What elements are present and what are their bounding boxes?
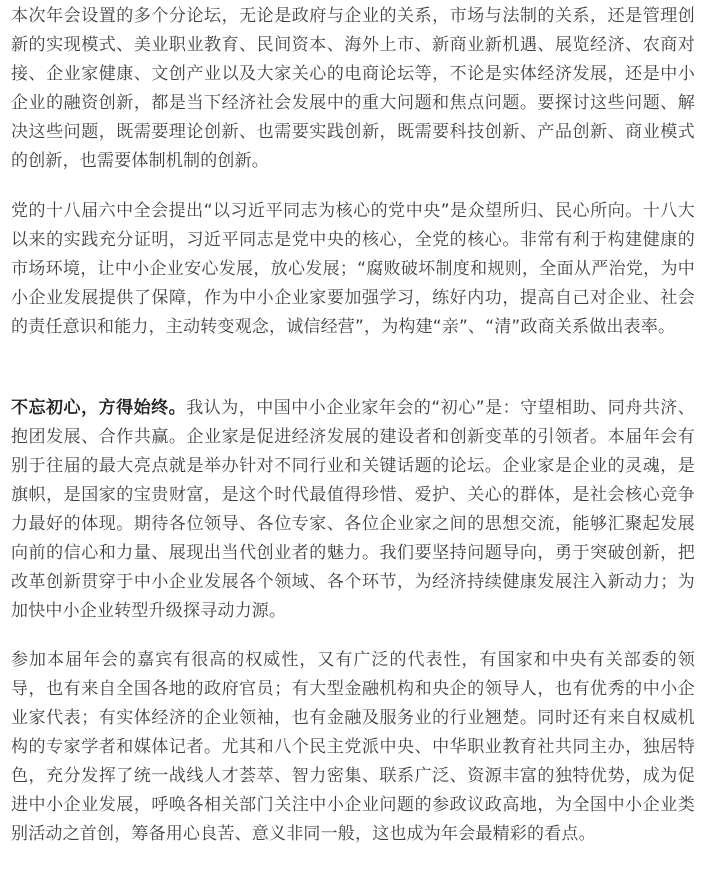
paragraph-original-intention [11,394,695,626]
paragraph-forums [11,2,695,176]
paragraph-text: 我认为，中国中小企业家年会的“初心”是：守望相助、同舟共济、抱团发展、合作共赢。企业家是促进经济发展的建设者和创新变革的引领者。本届年会有别于往届的最大亮点就是举办针对不同行业和关键话题的论坛。企业家是企业的灵魂，是旗帜，是国家的宝贵财富，是这个时代最值得珍惜、爱护、关心的群体，是社会核心竞争力最好的体现。期待各位领导、各位专家、各位企业家之间的思想交流，能够汇聚起发展向前的信心和力量、展现出当代创业者的魅力。我们要坚持问题导向，勇于突破创新，把改革创新贯穿于中小企业发展各个领域、各个环节，为经济持续健康发展注入新动力；为加快中小企业转型升级探寻动力源。 [11,398,696,621]
paragraph-text: 党的十八届六中全会提出“以习近平同志为核心的党中央”是众望所归、民心所向。十八大以来的实践充分证明，习近平同志是党中央的核心，全党的核心。非常有利于构建健康的市场环境，让中小企业安心发展，放心发展；“腐败破坏制度和规则，全面从严治党，为中小企业发展提供了保障，作为中小企业家要加强学习，练好内功，提高自己对企业、社会的责任意识和能力，主动转变观念，诚信经营”，为构建“亲”、“清”政商关系做出表率。 [11,201,695,337]
paragraph-lead-bold: 不忘初心，方得始终。 [11,398,187,418]
paragraph-text: 参加本届年会的嘉宾有很高的权威性，又有广泛的代表性，有国家和中央有关部委的领导，也有来自全国各地的政府官员；有大型金融机构和央企的领导人，也有优秀的中小企业家代表；有实体经济的企业领袖，也有金融及服务业的行业翘楚。同时还有来自权威机构的专家学者和媒体记者。尤其和八个民主党派中央、中华职业教育社共同主办，独居特色，充分发挥了统一战线人才荟萃、智力密集、联系广泛、资源丰富的独特优势，成为促进中小企业发展，呼唤各相关部门关注中小企业问题的参政议政高地，为全国中小企业类别活动之首创，筹备用心良苦、意义非同一般，这也成为年会最精彩的看点。 [11,650,695,844]
paragraph-party-core [11,197,695,342]
paragraph-text: 本次年会设置的多个分论坛，无论是政府与企业的关系，市场与法制的关系，还是管理创新的实现模式、美业职业教育、民间资本、海外上市、新商业新机遇、展览经济、农商对接、企业家健康、文创产业以及大家关心的电商论坛等，不论是实体经济发展，还是中小企业的融资创新，都是当下经济社会发展中的重大问题和焦点问题。要探讨这些问题、解决这些问题，既需要理论创新、也需要实践创新，既需要科技创新、产品创新、商业模式的创新，也需要体制机制的创新。 [11,6,695,171]
paragraph-guests [11,646,695,849]
